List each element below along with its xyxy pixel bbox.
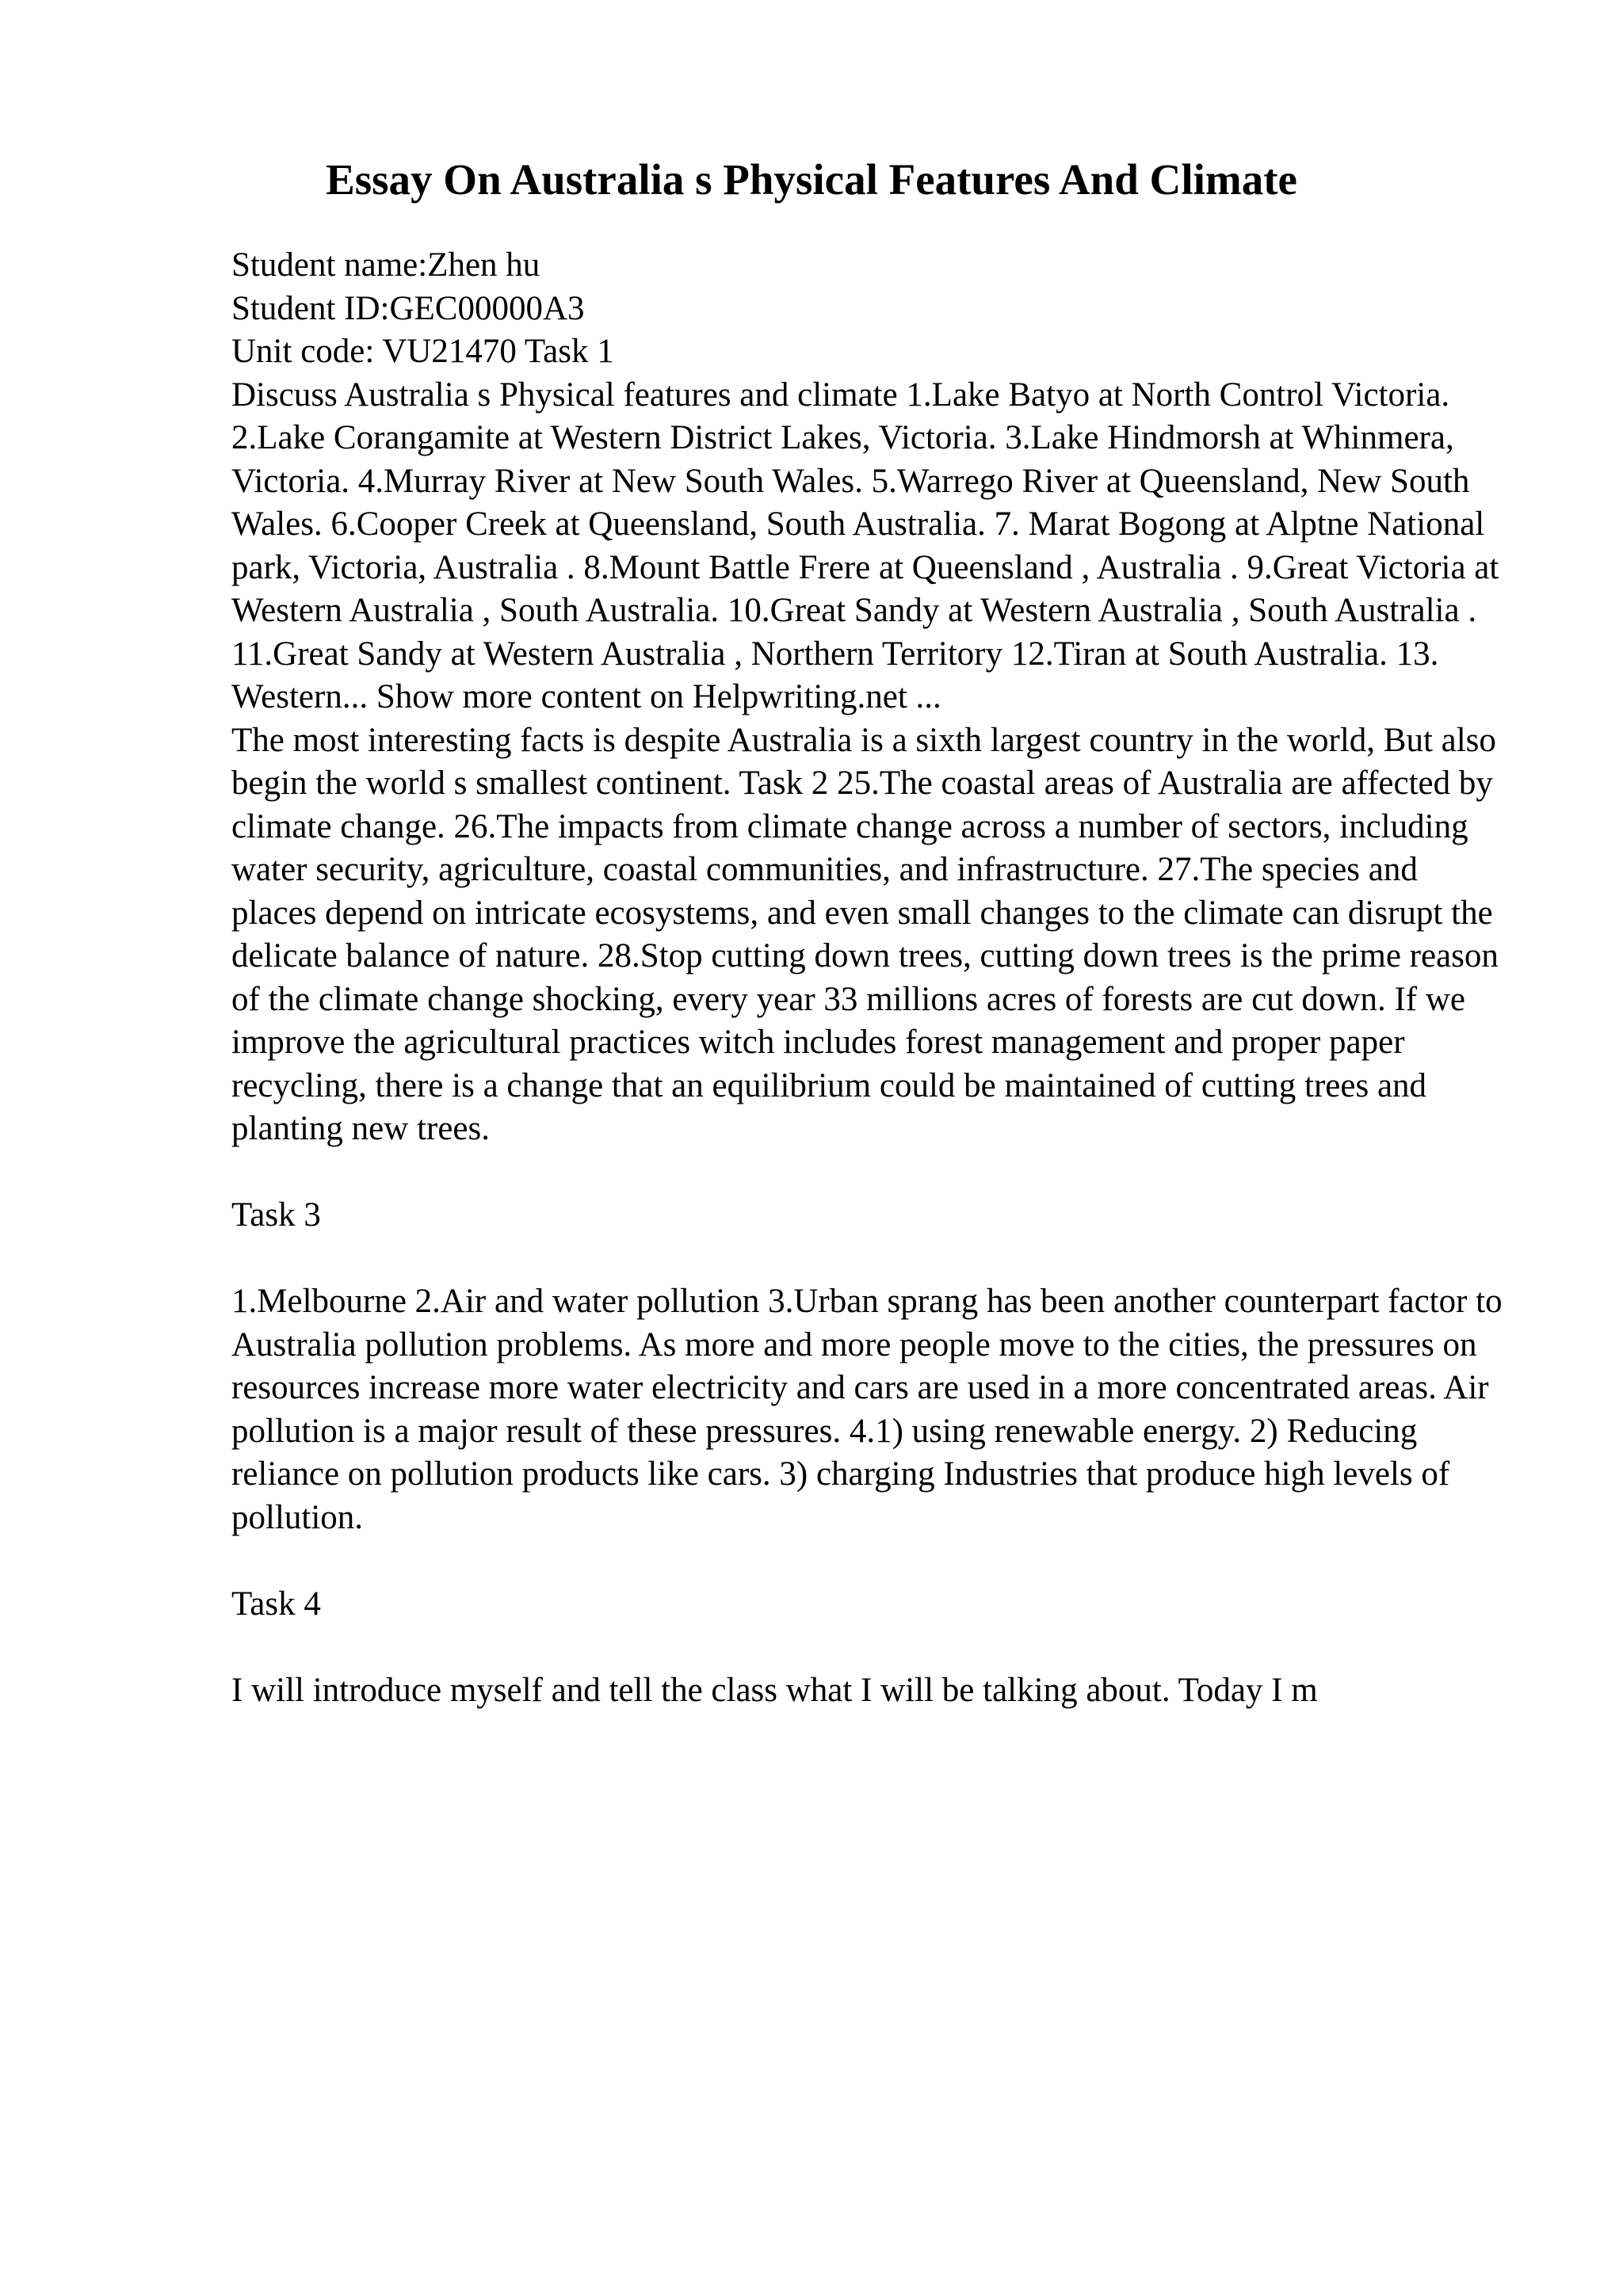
unit-code: Unit code: VU21470 Task 1: [231, 333, 614, 370]
paragraph-task-3: 1.Melbourne 2.Air and water pollution 3.Urban sprang has been another counterpart factor to Australia pollution problems. As more and more people move to the cities, the pressures on resources increase more water electricity and cars are used in a more concentrated areas. Air pollution is a major result of these pressures. 4.1) using renewable energy. 2) Reducing reliance on pollution products like cars. 3) charging Industries that produce high levels of pollution.: [231, 1283, 1503, 1536]
paragraph-task-1: Discuss Australia s Physical features and climate 1.Lake Batyo at North Control Victoria. 2.Lake Corangamite at Western District Lakes, Victoria. 3.Lake Hindmorsh at Whinmera, Victoria. 4.Murray River at New South Wales. 5.Warrego River at Queensland, New South Wales. 6.Cooper Creek at Queensland, South Australia. 7. Marat Bogong at Alptne National park, Victoria, Australia . 8.Mount Battle Frere at Queensland , Australia . 9.Great Victoria at Western Australia , South Australia. 10.Great Sandy at Western Australia , South Australia . 11.Great Sandy at Western Australia , Northern Territory 12.Tiran at South Australia. 13. Western... Show more content on Helpwriting.net ...: [231, 376, 1499, 715]
paragraph-spacer: [231, 1539, 1507, 1583]
paragraph-task-2: The most interesting facts is despite Australia is a sixth largest country in the world, But also begin the world s smallest continent. Task 2 25.The coastal areas of Australia are affected by climate change. 26.The impacts from climate change across a number of sectors, including water security, agriculture, coastal communities, and infrastructure. 27.The species and places depend on intricate ecosystems, and even small changes to the climate can disrupt the delicate balance of nature. 28.Stop cutting down trees, cutting down trees is the prime reason of the climate change shocking, every year 33 millions acres of forests are cut down. If we improve the agricultural practices witch includes forest management and proper paper recycling, there is a change that an equilibrium could be maintained of cutting trees and planting new trees.: [231, 721, 1499, 1147]
paragraph-spacer: [231, 1626, 1507, 1669]
paragraph-task-4: I will introduce myself and tell the class what I will be talking about. Today I m: [231, 1671, 1318, 1709]
student-name: Student name:Zhen hu: [231, 246, 540, 284]
document-title: Essay On Australia s Physical Features And Climate: [326, 155, 1297, 204]
task-4-heading: Task 4: [231, 1585, 321, 1623]
task-3-heading: Task 3: [231, 1196, 321, 1234]
student-id: Student ID:GEC00000A3: [231, 289, 585, 327]
paragraph-spacer: [231, 1151, 1507, 1195]
document-body: [231, 244, 1507, 1712]
paragraph-spacer: [231, 1238, 1507, 1281]
